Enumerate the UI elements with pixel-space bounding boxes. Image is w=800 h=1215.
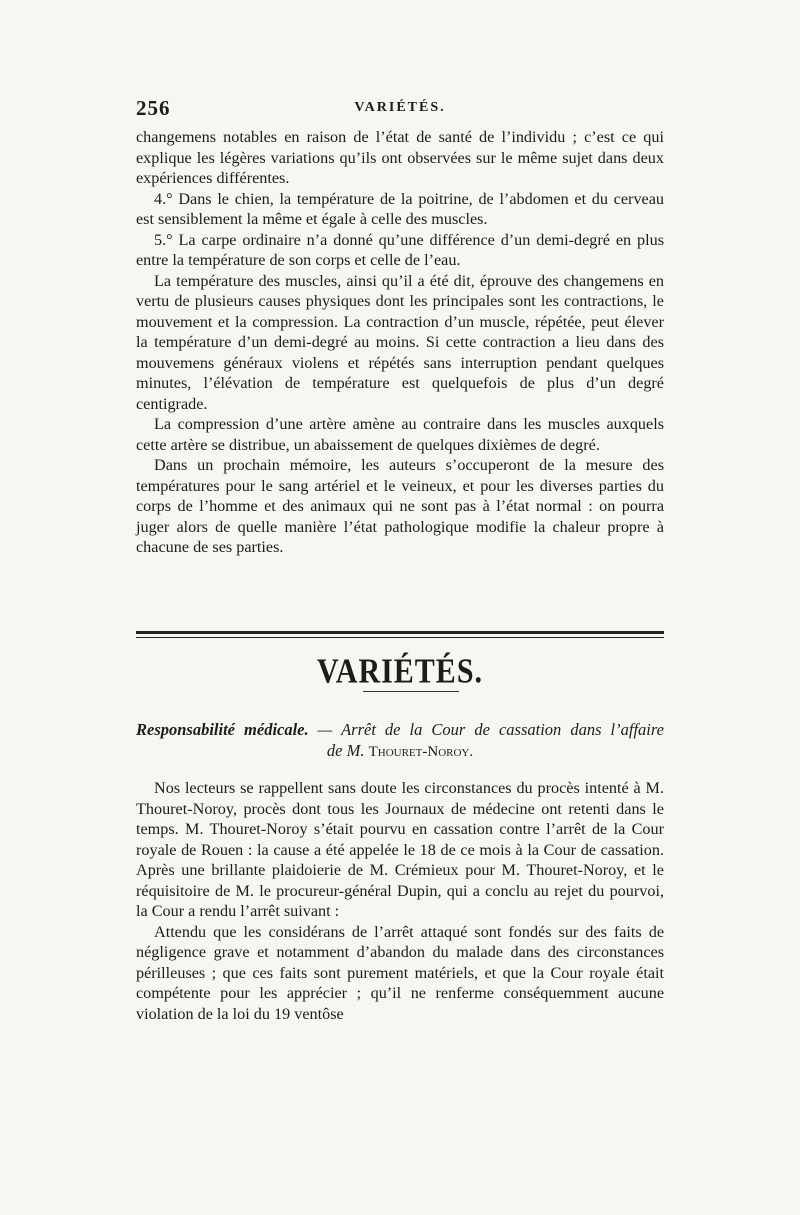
paragraph-artery-compression: La compression d’une artère amène au contraire dans les muscles auxquels cette artère se distribue, un abaissement de quelques dixièmes de degré. bbox=[136, 415, 664, 454]
section-title: VARIÉTÉS. bbox=[316, 652, 484, 691]
section-rule-thick bbox=[136, 631, 664, 634]
article-paragraph-2: Attendu que les considérans de l’arrêt attaqué sont fondés sur des faits de négligence grave et notamment d’abandon du malade dans des circonstances périlleuses ; que ces faits sont purement matériels, et que la Cour royale était compétente pour les apprécier ; qu’il ne renferme conséquemment aucune violation de la loi du 19 ventôse bbox=[136, 922, 664, 1023]
article-title-part1: Arrêt de la Cour de cassation dans l’affaire bbox=[341, 720, 664, 739]
article-paragraph-1: Nos lecteurs se rappellent sans doute les circonstances du procès intenté à M. Thouret-Noroy, procès dont tous les Journaux de médecine ont retenti dans le temps. M. Thouret-Noroy s’était pourvu en cassation contre l’arrêt de la Cour royale de Rouen : la cause a été appelée le 18 de ce mois à la Cour de cassation. Après une brillante plaidoierie de M. Crémieux pour M. Thouret-Noroy, et le réquisitoire de M. le procureur-général Dupin, qui a conclu au rejet du pourvoi, la Cour a rendu l’arrêt suivant : bbox=[136, 779, 664, 920]
running-head: VARIÉTÉS. bbox=[354, 100, 446, 115]
article-title-name: Thouret-Noroy. bbox=[368, 743, 474, 760]
paragraph-continuation: changemens notables en raison de l’état de santé de l’individu ; c’est ce qui explique les légères variations qu’ils ont observées sur le même sujet dans deux expériences différentes. bbox=[136, 128, 664, 187]
paragraph-point-4: 4.° Dans le chien, la température de la poitrine, de l’abdomen et du cerveau est sensiblement la même et égale à celle des muscles. bbox=[136, 189, 664, 228]
paragraph-muscle-temperature: La température des muscles, ainsi qu’il a été dit, éprouve des changemens en vertu de plusieurs causes physiques dont les principales sont les contractions, le mouvement et la compression. La contraction d’un muscle, répétée, peut élever la température d’un demi-degré au moins. Si cette contraction a lieu dans des mouvemens généraux violens et répétés sans interruption pendant quelques minutes, l’élévation de température est quelquefois de plus d’un degré centigrade. bbox=[136, 271, 664, 413]
heading-dash: — bbox=[308, 720, 342, 739]
article-title-part2: de M. bbox=[326, 740, 369, 760]
article-heading bbox=[136, 720, 664, 762]
article-kicker: Responsabilité médicale. bbox=[136, 720, 309, 739]
paragraph-next-memoir: Dans un prochain mémoire, les auteurs s’occuperont de la mesure des températures pour le sang artériel et le veineux, et pour les diverses parties du corps de l’homme et des animaux qui ne sont pas à l’état normal : on pourra juger alors de quelle manière l’état pathologique modifie la chaleur propre à chacune de ses parties. bbox=[136, 456, 664, 556]
section-title-underline bbox=[363, 691, 459, 692]
page-number: 256 bbox=[136, 96, 171, 120]
article-heading-line-1 bbox=[136, 720, 664, 741]
article-text-block bbox=[136, 778, 664, 1024]
article-heading-line-2 bbox=[136, 741, 664, 763]
top-text-block bbox=[136, 127, 664, 558]
page-header bbox=[136, 96, 664, 122]
paragraph-point-5: 5.° La carpe ordinaire n’a donné qu’une différence d’un demi-degré en plus entre la température de son corps et celle de l’eau. bbox=[136, 230, 664, 269]
section-rule-thin bbox=[136, 637, 664, 638]
